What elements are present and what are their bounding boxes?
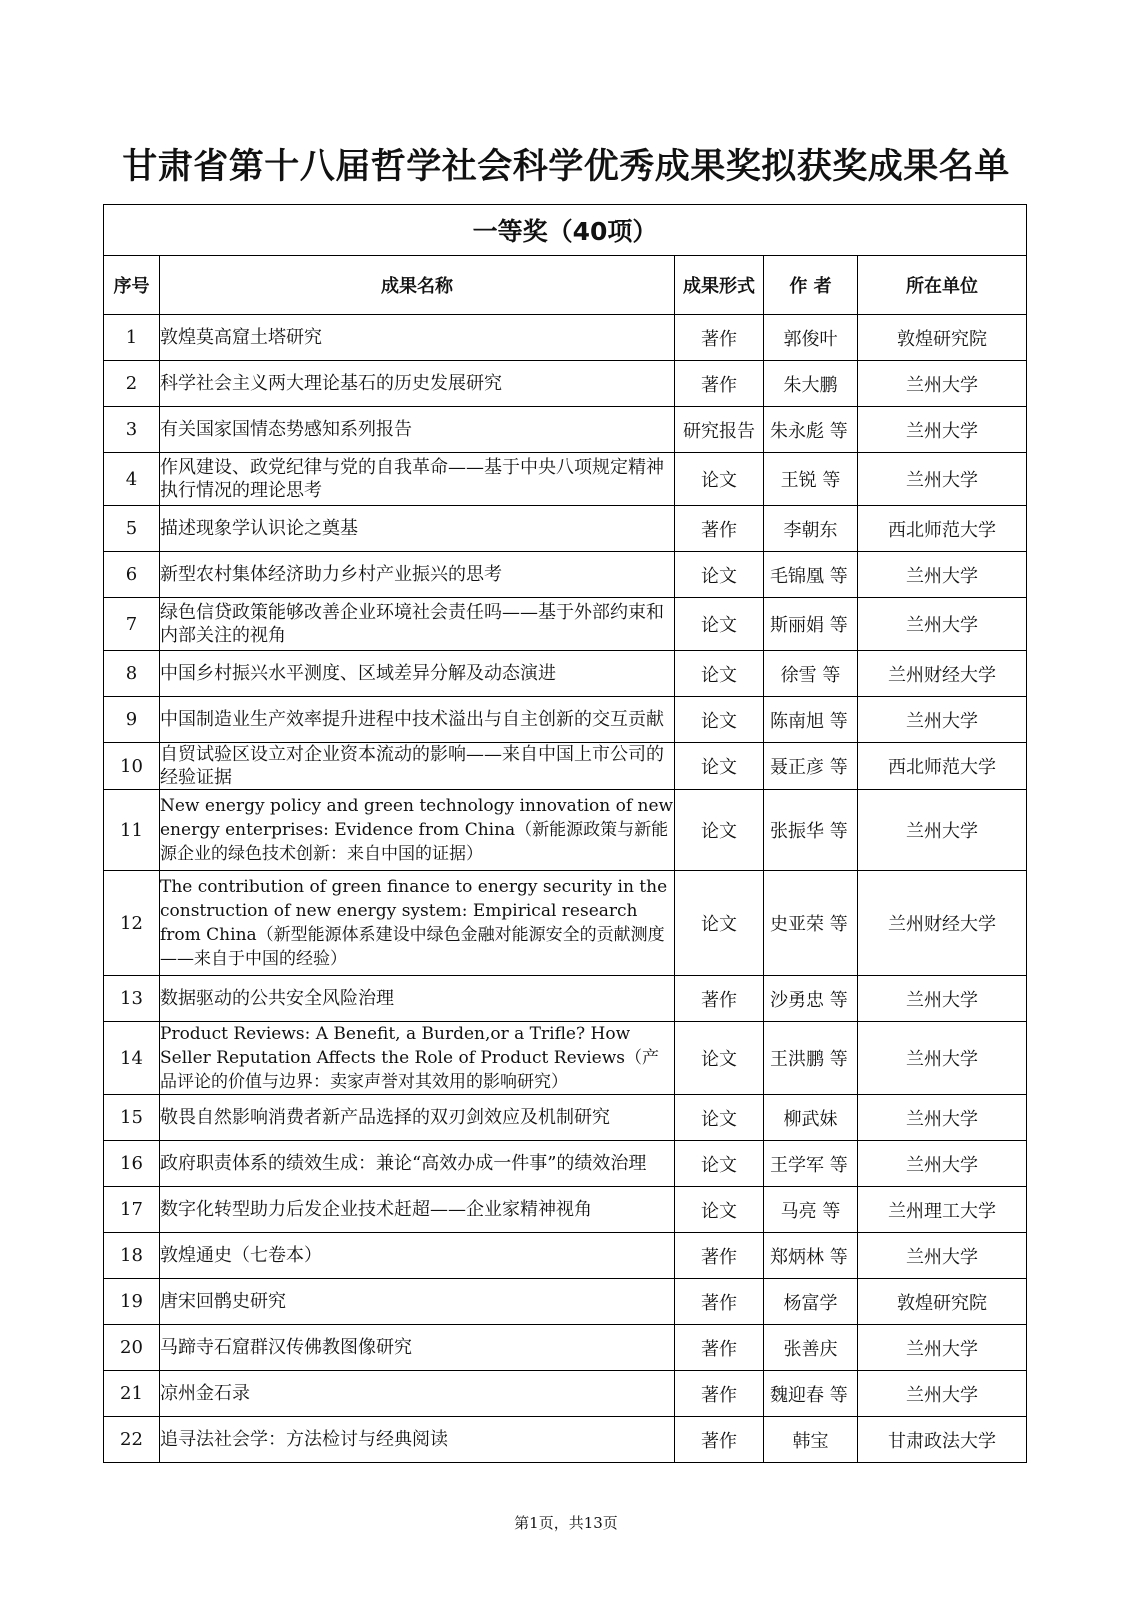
row-unit: 兰州大学 xyxy=(858,552,1027,598)
row-no: 9 xyxy=(104,697,160,743)
row-form: 著作 xyxy=(675,1233,764,1279)
awards-table xyxy=(103,204,1027,1463)
row-author: 王锐 等 xyxy=(764,453,858,506)
row-unit: 西北师范大学 xyxy=(858,743,1027,790)
row-unit: 兰州理工大学 xyxy=(858,1187,1027,1233)
row-name: 绿色信贷政策能够改善企业环境社会责任吗——基于外部约束和内部关注的视角 xyxy=(160,598,675,651)
page-footer: 第1页，共13页 xyxy=(514,1514,618,1532)
row-form: 著作 xyxy=(675,1417,764,1463)
row-name: Product Reviews: A Benefit, a Burden,or a Trifle? How Seller Reputation Affects the Role of Product Reviews（产品评论的价值与边界：卖家声誉对其效用的影响研究） xyxy=(160,1022,675,1095)
row-form: 著作 xyxy=(675,315,764,361)
row-form: 论文 xyxy=(675,1187,764,1233)
row-form: 著作 xyxy=(675,1279,764,1325)
table-row xyxy=(104,743,1027,790)
row-name: 自贸试验区设立对企业资本流动的影响——来自中国上市公司的经验证据 xyxy=(160,743,675,790)
row-author: 徐雪 等 xyxy=(764,651,858,697)
table-row xyxy=(104,1095,1027,1141)
row-name: 敦煌通史（七卷本） xyxy=(160,1233,675,1279)
row-no: 3 xyxy=(104,407,160,453)
table-row xyxy=(104,361,1027,407)
row-no: 6 xyxy=(104,552,160,598)
row-form: 论文 xyxy=(675,1141,764,1187)
row-name: 数据驱动的公共安全风险治理 xyxy=(160,976,675,1022)
row-no: 14 xyxy=(104,1022,160,1095)
row-name: 唐宋回鹘史研究 xyxy=(160,1279,675,1325)
row-no: 13 xyxy=(104,976,160,1022)
row-name: 数字化转型助力后发企业技术赶超——企业家精神视角 xyxy=(160,1187,675,1233)
row-name: 追寻法社会学：方法检讨与经典阅读 xyxy=(160,1417,675,1463)
row-author: 王学军 等 xyxy=(764,1141,858,1187)
row-name: 马蹄寺石窟群汉传佛教图像研究 xyxy=(160,1325,675,1371)
row-form: 论文 xyxy=(675,651,764,697)
row-author: 韩宝 xyxy=(764,1417,858,1463)
row-no: 21 xyxy=(104,1371,160,1417)
page-title: 甘肃省第十八届哲学社会科学优秀成果奖拟获奖成果名单 xyxy=(122,147,1010,187)
row-no: 17 xyxy=(104,1187,160,1233)
table-row xyxy=(104,598,1027,651)
col-header-name: 成果名称 xyxy=(160,256,675,315)
row-author: 魏迎春 等 xyxy=(764,1371,858,1417)
col-header-unit: 所在单位 xyxy=(858,256,1027,315)
row-unit: 兰州财经大学 xyxy=(858,651,1027,697)
grade-row xyxy=(104,205,1027,256)
row-unit: 兰州大学 xyxy=(858,1325,1027,1371)
table-row xyxy=(104,790,1027,871)
table-row xyxy=(104,506,1027,552)
grade-heading: 一等奖（40项） xyxy=(104,205,1027,256)
col-header-author: 作 者 xyxy=(764,256,858,315)
row-author: 张善庆 xyxy=(764,1325,858,1371)
col-header-no: 序号 xyxy=(104,256,160,315)
table-row xyxy=(104,1417,1027,1463)
row-name: The contribution of green finance to energy security in the construction of new energy system: Empirical research from China（新型能源体系建设中绿色金融对能源安全的贡献测度——来自于中国的经验） xyxy=(160,871,675,976)
row-no: 2 xyxy=(104,361,160,407)
row-author: 李朝东 xyxy=(764,506,858,552)
table-row xyxy=(104,1279,1027,1325)
row-name: 新型农村集体经济助力乡村产业振兴的思考 xyxy=(160,552,675,598)
table-row xyxy=(104,1371,1027,1417)
table-row xyxy=(104,1141,1027,1187)
row-unit: 兰州大学 xyxy=(858,976,1027,1022)
row-no: 22 xyxy=(104,1417,160,1463)
row-name: 敬畏自然影响消费者新产品选择的双刃剑效应及机制研究 xyxy=(160,1095,675,1141)
row-no: 16 xyxy=(104,1141,160,1187)
row-form: 论文 xyxy=(675,790,764,871)
row-name: New energy policy and green technology innovation of new energy enterprises: Evidence from China（新能源政策与新能源企业的绿色技术创新：来自中国的证据） xyxy=(160,790,675,871)
row-unit: 兰州大学 xyxy=(858,598,1027,651)
row-author: 朱永彪 等 xyxy=(764,407,858,453)
row-author: 王洪鹏 等 xyxy=(764,1022,858,1095)
row-unit: 甘肃政法大学 xyxy=(858,1417,1027,1463)
table-row xyxy=(104,552,1027,598)
row-no: 18 xyxy=(104,1233,160,1279)
row-author: 马亮 等 xyxy=(764,1187,858,1233)
table-row xyxy=(104,407,1027,453)
row-name: 描述现象学认识论之奠基 xyxy=(160,506,675,552)
row-form: 著作 xyxy=(675,506,764,552)
row-no: 4 xyxy=(104,453,160,506)
row-unit: 兰州大学 xyxy=(858,697,1027,743)
row-author: 张振华 等 xyxy=(764,790,858,871)
row-author: 郑炳林 等 xyxy=(764,1233,858,1279)
row-no: 7 xyxy=(104,598,160,651)
row-unit: 兰州财经大学 xyxy=(858,871,1027,976)
row-author: 斯丽娟 等 xyxy=(764,598,858,651)
row-form: 论文 xyxy=(675,871,764,976)
row-no: 8 xyxy=(104,651,160,697)
row-no: 20 xyxy=(104,1325,160,1371)
row-author: 聂正彦 等 xyxy=(764,743,858,790)
row-no: 15 xyxy=(104,1095,160,1141)
row-form: 著作 xyxy=(675,1371,764,1417)
row-form: 论文 xyxy=(675,552,764,598)
table-row xyxy=(104,651,1027,697)
row-name: 作风建设、政党纪律与党的自我革命——基于中央八项规定精神执行情况的理论思考 xyxy=(160,453,675,506)
table-row xyxy=(104,1325,1027,1371)
row-author: 沙勇忠 等 xyxy=(764,976,858,1022)
row-name: 凉州金石录 xyxy=(160,1371,675,1417)
row-author: 杨富学 xyxy=(764,1279,858,1325)
row-author: 郭俊叶 xyxy=(764,315,858,361)
row-form: 研究报告 xyxy=(675,407,764,453)
table-row xyxy=(104,871,1027,976)
row-unit: 兰州大学 xyxy=(858,453,1027,506)
row-no: 10 xyxy=(104,743,160,790)
row-no: 19 xyxy=(104,1279,160,1325)
row-name: 中国乡村振兴水平测度、区域差异分解及动态演进 xyxy=(160,651,675,697)
row-form: 论文 xyxy=(675,1022,764,1095)
row-form: 论文 xyxy=(675,1095,764,1141)
row-author: 柳武妹 xyxy=(764,1095,858,1141)
row-unit: 兰州大学 xyxy=(858,361,1027,407)
row-name: 敦煌莫高窟土塔研究 xyxy=(160,315,675,361)
table-row xyxy=(104,1022,1027,1095)
row-form: 论文 xyxy=(675,453,764,506)
header-row xyxy=(104,256,1027,315)
row-no: 12 xyxy=(104,871,160,976)
col-header-form: 成果形式 xyxy=(675,256,764,315)
row-unit: 兰州大学 xyxy=(858,1233,1027,1279)
row-no: 5 xyxy=(104,506,160,552)
row-name: 有关国家国情态势感知系列报告 xyxy=(160,407,675,453)
row-author: 陈南旭 等 xyxy=(764,697,858,743)
row-form: 著作 xyxy=(675,361,764,407)
row-unit: 兰州大学 xyxy=(858,790,1027,871)
row-author: 史亚荣 等 xyxy=(764,871,858,976)
row-form: 著作 xyxy=(675,976,764,1022)
row-no: 1 xyxy=(104,315,160,361)
table-row xyxy=(104,976,1027,1022)
row-unit: 兰州大学 xyxy=(858,1371,1027,1417)
row-unit: 兰州大学 xyxy=(858,407,1027,453)
row-form: 论文 xyxy=(675,697,764,743)
row-unit: 兰州大学 xyxy=(858,1095,1027,1141)
row-unit: 敦煌研究院 xyxy=(858,315,1027,361)
row-unit: 敦煌研究院 xyxy=(858,1279,1027,1325)
table-row xyxy=(104,453,1027,506)
row-name: 政府职责体系的绩效生成：兼论“高效办成一件事”的绩效治理 xyxy=(160,1141,675,1187)
row-form: 论文 xyxy=(675,743,764,790)
row-no: 11 xyxy=(104,790,160,871)
row-name: 科学社会主义两大理论基石的历史发展研究 xyxy=(160,361,675,407)
row-unit: 兰州大学 xyxy=(858,1141,1027,1187)
row-author: 朱大鹏 xyxy=(764,361,858,407)
row-author: 毛锦凰 等 xyxy=(764,552,858,598)
row-name: 中国制造业生产效率提升进程中技术溢出与自主创新的交互贡献 xyxy=(160,697,675,743)
row-unit: 兰州大学 xyxy=(858,1022,1027,1095)
row-form: 论文 xyxy=(675,598,764,651)
table-row xyxy=(104,1187,1027,1233)
table-row xyxy=(104,697,1027,743)
row-unit: 西北师范大学 xyxy=(858,506,1027,552)
row-form: 著作 xyxy=(675,1325,764,1371)
table-row xyxy=(104,315,1027,361)
table-row xyxy=(104,1233,1027,1279)
